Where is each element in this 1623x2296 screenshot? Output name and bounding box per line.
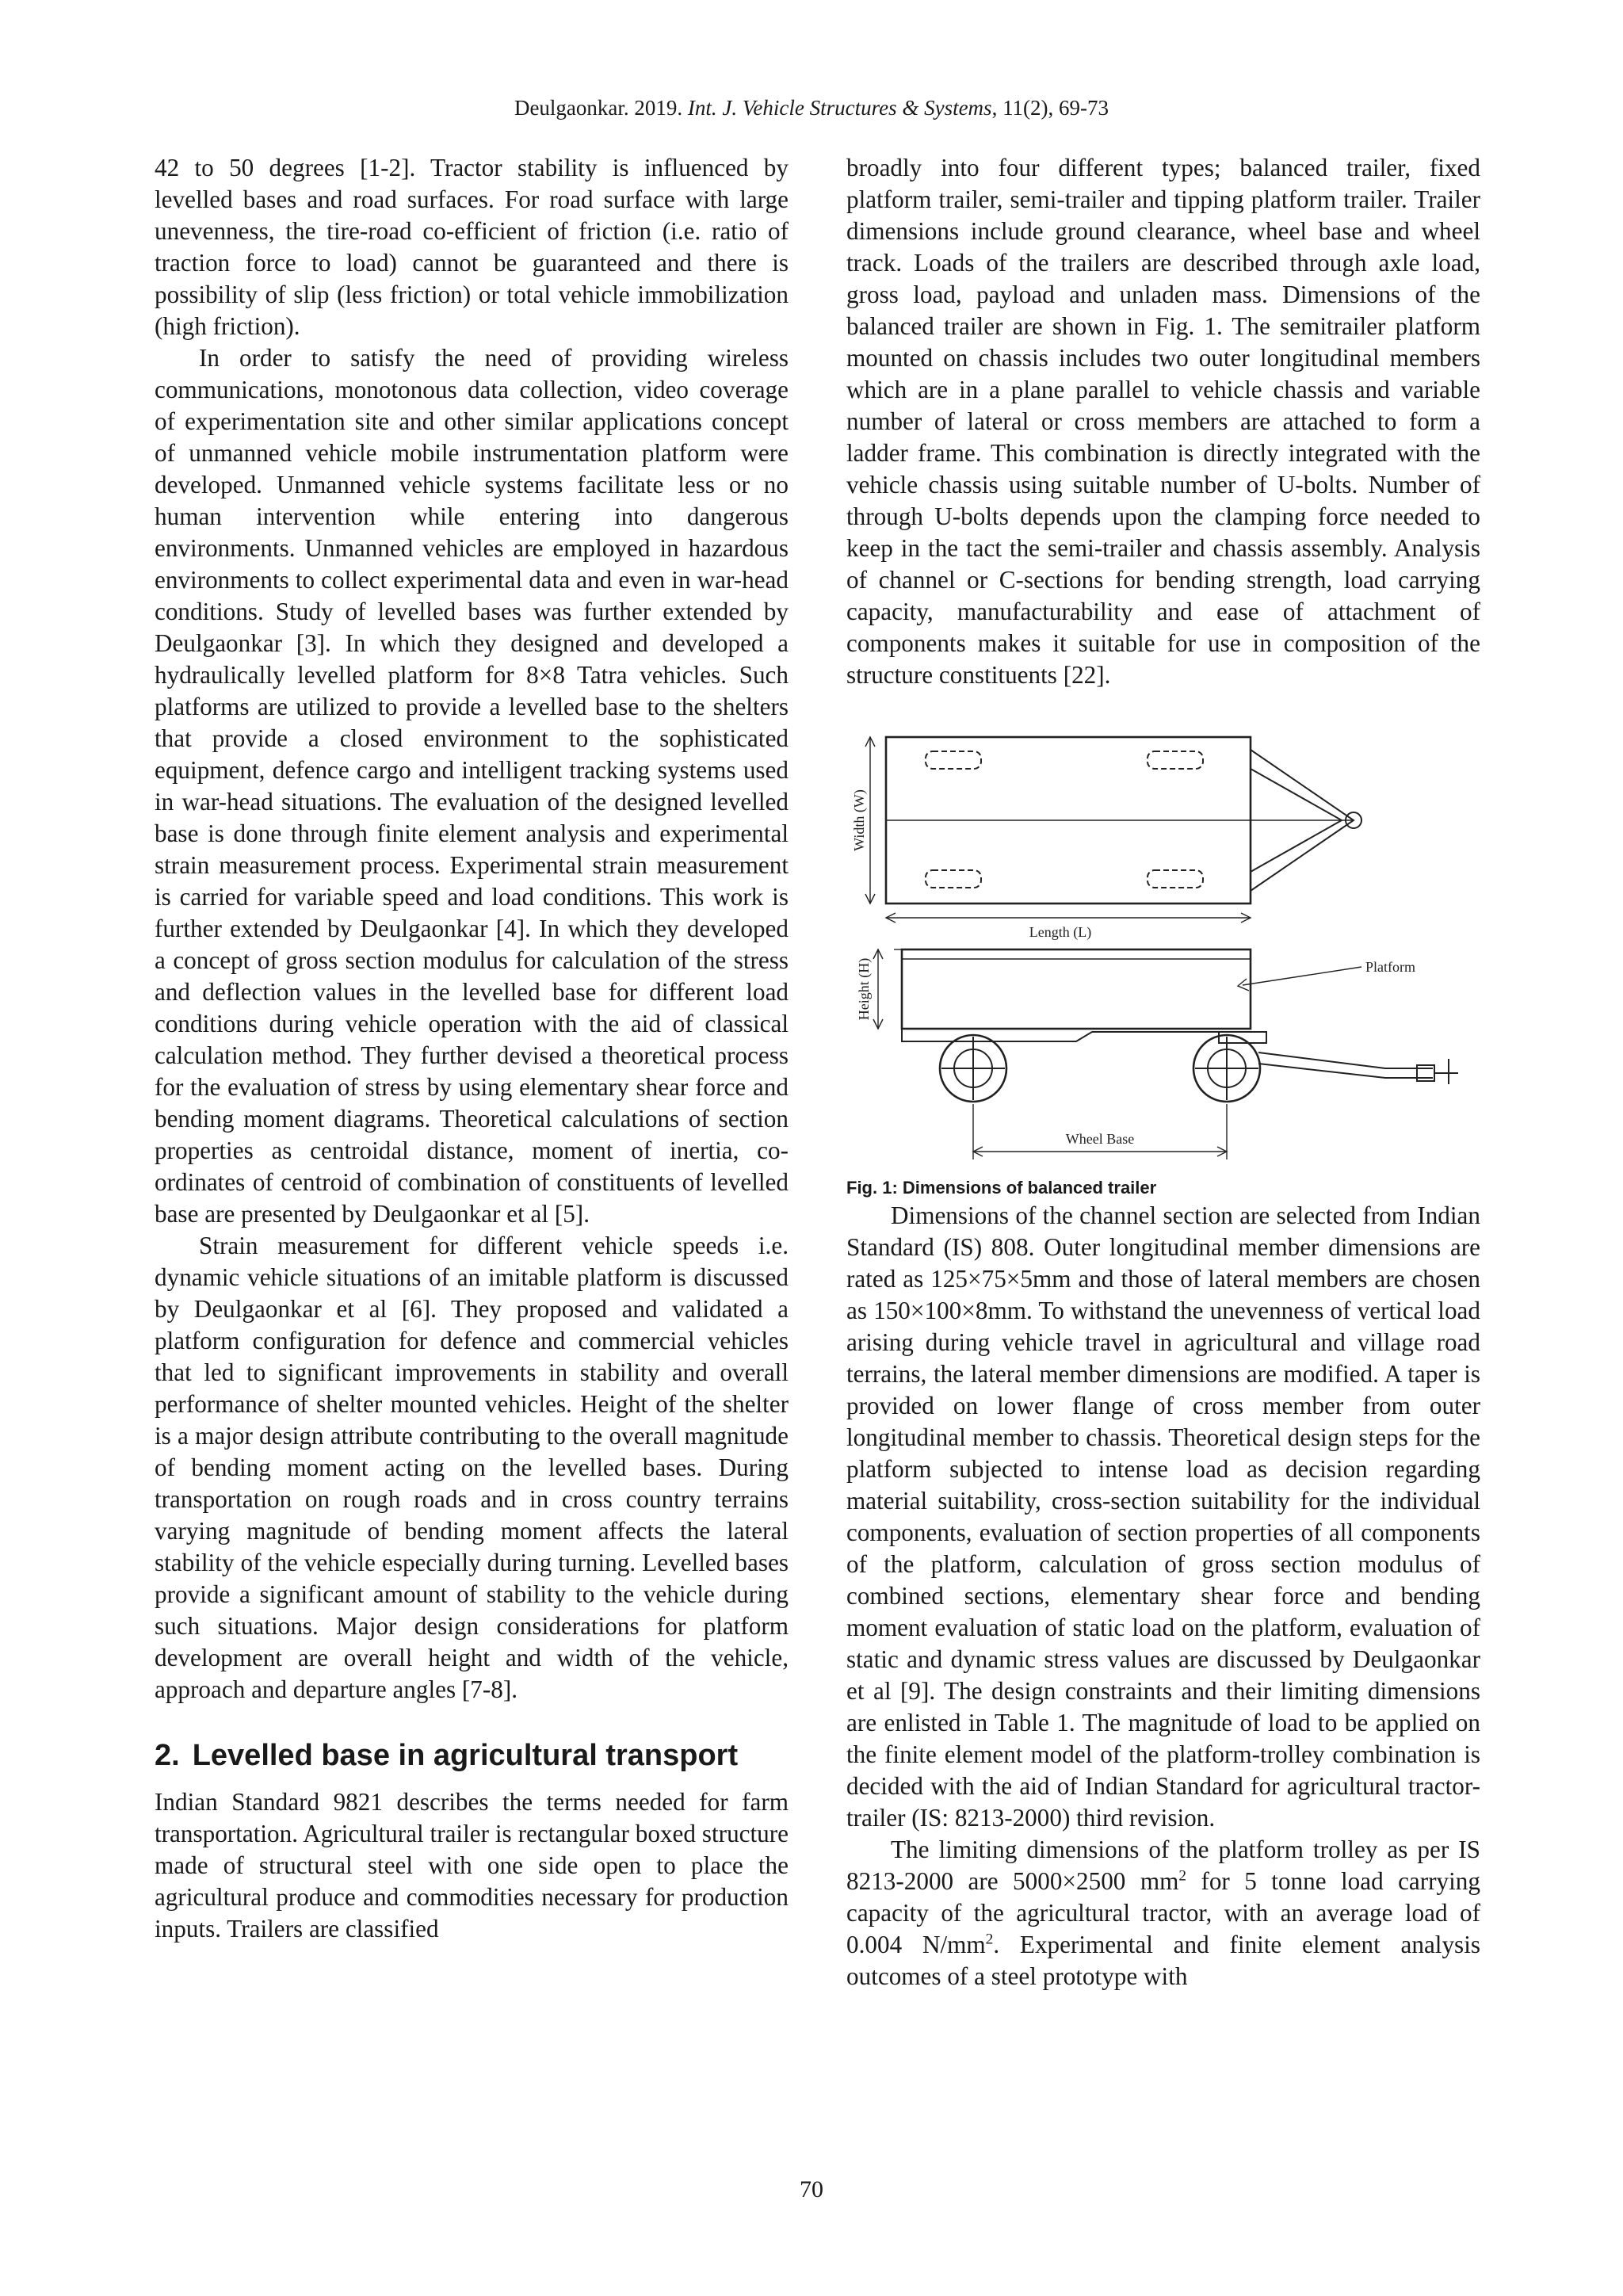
- wheel-outline: [1148, 751, 1203, 769]
- header-authors: Deulgaonkar. 2019.: [514, 96, 683, 120]
- trailer-side-view: [902, 949, 1251, 1029]
- paragraph: Indian Standard 9821 describes the terms needed for farm transportation. Agricultural trailer is rectangular boxed structure made of structural steel with one side open to place the agricultural produce and commodities necessary for production inputs. Trailers are classified: [155, 1788, 789, 1943]
- running-header: [0, 94, 1623, 122]
- figure-caption: Fig. 1: Dimensions of balanced trailer: [846, 1178, 1157, 1198]
- text-run: . Experimental and finite element analysis outcomes of a steel prototype with: [846, 1931, 1480, 1990]
- text-run: The limiting dimensions of the platform trolley as per IS 8213-2000 are 5000×2500 mm: [846, 1836, 1480, 1895]
- paragraph: broadly into four different types; balanced trailer, fixed platform trailer, semi-trailer and tipping platform trailer. Trailer dimensions include ground clearance, wheel base and wheel track. Loads of the trailers are described through axle load, gross load, payload and unladen mass. Dimensions of the balanced trailer are shown in Fig. 1. The semitrailer platform mounted on chassis includes two outer longitudinal members which are in a plane parallel to vehicle chassis and variable number of lateral or cross members are attached to form a ladder frame. This combination is directly integrated with the vehicle chassis using suitable number of U-bolts. Number of through U-bolts depends upon the clamping force needed to keep in the tact the semi-trailer and chassis assembly. Analysis of channel or C-sections for bending strength, load carrying capacity, manufacturability and ease of attachment of components makes it suitable for use in composition of the structure constituents [22].: [846, 154, 1480, 689]
- paragraph: [846, 1834, 1480, 1992]
- width-label: Width (W): [851, 789, 867, 851]
- paragraph: 42 to 50 degrees [1-2]. Tractor stability is influenced by levelled bases and road surfaces. For road surface with large unevenness, the tire-road co-efficient of friction (i.e. ratio of traction force to load) cannot be guaranteed and there is possibility of slip (less friction) or total vehicle immobilization (high friction).: [155, 154, 789, 340]
- left-column: [155, 152, 789, 1945]
- text-run: for 5 tonne load carrying capacity of the agricultural tractor, with an average load of 0.004 N/mm: [846, 1867, 1480, 1958]
- section-number: 2.: [155, 1739, 180, 1772]
- trailer-diagram: [846, 720, 1480, 1171]
- right-column: [846, 152, 1480, 1992]
- paragraph: Strain measurement for different vehicle speeds i.e. dynamic vehicle situations of an imitable platform is discussed by Deulgaonkar et al [6]. They proposed and validated a platform configuration for defence and commercial vehicles that led to significant improvements in stability and overall performance of shelter mounted vehicles. Height of the shelter is a major design attribute contributing to the overall magnitude of bending moment acting on the levelled bases. During transportation on rough roads and in cross country terrains varying magnitude of bending moment affects the lateral stability of the vehicle especially during turning. Levelled bases provide a significant amount of stability to the vehicle during such situations. Major design considerations for platform development are overall height and width of the vehicle, approach and departure angles [7-8].: [155, 1232, 789, 1703]
- wheelbase-label: Wheel Base: [1065, 1131, 1135, 1147]
- header-journal: Int. J. Vehicle Structures & Systems: [687, 96, 992, 120]
- wheel-outline: [926, 751, 981, 769]
- length-label: Length (L): [1029, 924, 1092, 940]
- drawbar-side-view: [1258, 1052, 1433, 1078]
- height-label: Height (H): [856, 957, 872, 1021]
- wheel-outline: [926, 870, 981, 888]
- section-title: Levelled base in agricultural transport: [192, 1739, 739, 1772]
- wheel-outline: [1148, 870, 1203, 888]
- paragraph: Dimensions of the channel section are selected from Indian Standard (IS) 808. Outer longitudinal member dimensions are rated as 125×75×5mm and those of lateral members are chosen as 150×100×8mm. To withstand the unevenness of vertical load arising during vehicle travel in agricultural and village road terrains, the lateral member dimensions are modified. A taper is provided on lower flange of cross member from outer longitudinal member to chassis. Theoretical design steps for the platform subjected to intense load as decision regarding material suitability, cross-section suitability for the individual components, evaluation of section properties of all components of the platform, calculation of gross section modulus of combined sections, elementary shear force and bending moment evaluation of static load on the platform, evaluation of static and dynamic stress values are discussed by Deulgaonkar et al [9]. The design constraints and their limiting dimensions are enlisted in Table 1. The magnitude of load to be applied on the finite element model of the platform-trolley combination is decided with the aid of Indian Standard for agricultural tractor-trailer (IS: 8213-2000) third revision.: [846, 1201, 1480, 1832]
- section-heading: [155, 1737, 789, 1774]
- header-volume: , 11(2), 69-73: [991, 96, 1109, 120]
- superscript: 2: [985, 1931, 994, 1948]
- figure-balanced-trailer: [846, 720, 1480, 1171]
- paragraph: In order to satisfy the need of providing wireless communications, monotonous data collection, video coverage of experimentation site and other similar applications concept of unmanned vehicle mobile instrumentation platform were developed. Unmanned vehicle systems facilitate less or no human intervention while entering into dangerous environments. Unmanned vehicles are employed in hazardous environments to collect experimental data and even in war-head conditions. Study of levelled bases was further extended by Deulgaonkar [3]. In which they designed and developed a hydraulically levelled platform for 8×8 Tatra vehicles. Such platforms are utilized to provide a levelled base to the shelters that provide a closed environment to the sophisticated equipment, defence cargo and intelligent tracking systems used in war-head situations. The evaluation of the designed levelled base is done through finite element analysis and experimental strain measurement process. Experimental strain measurement is carried for variable speed and load conditions. This work is further extended by Deulgaonkar [4]. In which they developed a concept of gross section modulus for calculation of the stress and deflection values in the levelled base for different load conditions during vehicle operation with the aid of classical calculation method. They further devised a theoretical process for the evaluation of stress by using elementary shear force and bending moment diagrams. Theoretical calculations of section properties as centroidal distance, moment of inertia, co-ordinates of centroid of combination of constituents of levelled base are presented by Deulgaonkar et al [5].: [155, 344, 789, 1228]
- superscript: 2: [1178, 1867, 1187, 1885]
- page-number: 70: [800, 2176, 823, 2202]
- chassis-frame: [902, 1029, 1251, 1041]
- platform-label: Platform: [1365, 959, 1415, 975]
